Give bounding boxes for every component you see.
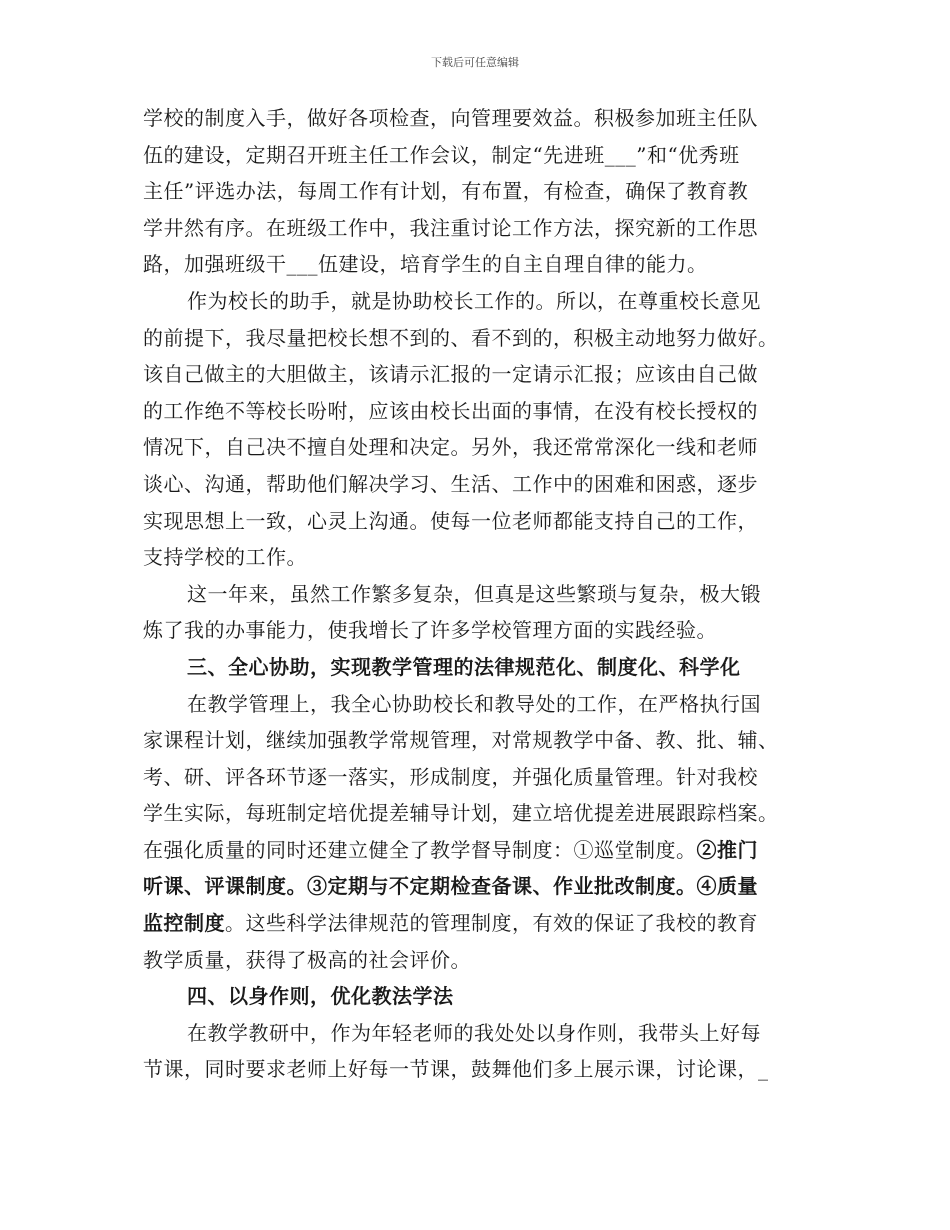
text-line [143, 905, 818, 942]
text-line: 节课，同时要求老师上好每一节课，鼓舞他们多上展示课，讨论课，_ [143, 1057, 769, 1082]
bold-text-run: ②推门 [696, 837, 758, 862]
text-line: 炼了我的办事能力，使我增长了许多学校管理方面的实践经验。 [143, 618, 717, 643]
text-line: 家课程计划，继续加强教学常规管理，对常规教学中备、教、批、辅、 [143, 728, 779, 753]
bold-text-run: 监控制度 [143, 911, 225, 936]
text-line: 学生实际，每班制定培优提差辅导计划，建立培优提差进展跟踪档案。 [143, 801, 779, 826]
text-line: 支持学校的工作。 [143, 545, 307, 570]
text-line: 学校的制度入手，做好各项检查，向管理要效益。积极参加班主任队 [143, 106, 758, 130]
text-line: 主任”评选办法，每周工作有计划，有布置，有检查，确保了教育教 [143, 179, 749, 204]
text-line: 实现思想上一致，心灵上沟通。使每一位老师都能支持自己的工作， [143, 508, 758, 533]
text-line: 的工作绝不等校长吩咐，应该由校长出面的事情，在没有校长授权的 [143, 398, 758, 423]
text-line [143, 832, 818, 869]
text-line: 在教学管理上，我全心协助校长和教导处的工作，在严格执行国 [187, 691, 761, 716]
text-line: 谈心、沟通，帮助他们解决学习、生活、工作中的困难和困惑，逐步 [143, 471, 758, 496]
text-line: 该自己做主的大胆做主，该请示汇报的一定请示汇报；应该由自己做 [143, 362, 758, 387]
text-line: 伍的建设，定期召开班主任工作会议，制定“先进班___”和“优秀班 [143, 142, 740, 167]
page-header: 下载后可任意编辑 [431, 56, 519, 69]
text-line: 这一年来，虽然工作繁多复杂，但真是这些繁琐与复杂，极大锻 [187, 581, 761, 606]
section-heading: 三、全心协助，实现教学管理的法律规范化、制度化、科学化 [187, 654, 741, 679]
text-line: 的前提下，我尽量把校长想不到的、看不到的，积极主动地努力做好。 [143, 325, 779, 350]
text-line: 情况下，自己决不擅自处理和决定。另外，我还常常深化一线和老师 [143, 435, 758, 460]
section-heading: 四、以身作则，优化教法学法 [187, 984, 454, 1009]
document-body [143, 100, 818, 1088]
text-line: 路，加强班级干___伍建设，培育学生的自主自理自律的能力。 [143, 252, 708, 277]
text-run: 在强化质量的同时还建立健全了教学督导制度：①巡堂制度。 [143, 837, 697, 862]
text-line: 作为校长的助手，就是协助校长工作的。所以，在尊重校长意见 [187, 288, 761, 313]
text-line: 考、研、评各环节逐一落实，形成制度，并强化质量管理。针对我校 [143, 764, 758, 789]
bold-text-line: 听课、评课制度。③定期与不定期检查备课、作业批改制度。④质量 [143, 874, 758, 899]
text-line: 在教学教研中，作为年轻老师的我处处以身作则，我带头上好每 [187, 1020, 761, 1045]
text-run: 。这些科学法律规范的管理制度，有效的保证了我校的教育 [225, 911, 758, 936]
text-line: 教学质量，获得了极高的社会评价。 [143, 947, 471, 972]
text-line: 学井然有序。在班级工作中，我注重讨论工作方法，探究新的工作思 [143, 215, 758, 240]
